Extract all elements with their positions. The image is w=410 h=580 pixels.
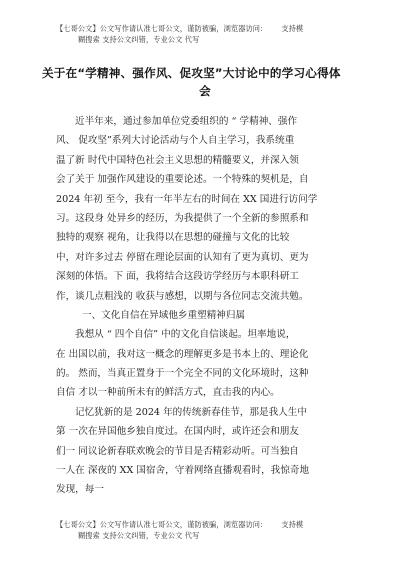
body-text-line: 独特的观察 视角，让我得以在思想的碰撞与文化的比较 [56,232,290,244]
body-text-line: 温了新 时代中国特色社会主义思想的精髓要义，并深入领 [56,154,299,166]
title-line-2: 会 [199,84,211,98]
body-text-line: 作，谈几点粗浅的 收获与感想，以期与各位同志交流共勉。 [56,290,309,302]
body-text-line: 会了关于 加强作风建设的重要论述。一个特殊的契机是，自 [56,174,309,186]
footer-text-a: 【七哥公文】公文写作请认准七哥公文，谨防被骗，浏览器访问： [56,520,268,529]
document-title [42,64,368,100]
body-text-line: 发现，每一 [56,484,104,496]
header-line-1 [56,23,356,34]
body-text-line: 风、 促攻坚”系列大讨论活动与个人自主学习，我系统重 [56,135,295,147]
footer-text-b: 支持模 [281,520,304,529]
body-text-line: 我想从 “ 四个自信” 中的文化自信谈起。坦率地说， [75,329,296,341]
body-text-line: 2024 年初 至今，我有一年半左右的时间在 XX 国进行访问学 [56,193,318,205]
body-text-line: 在 出国以前，我对这一概念的理解更多是书本上的、理论化 [56,348,309,360]
body-text-line: 深刻的体悟。下 面，我将结合这段访学经历与本职科研工 [56,271,299,283]
header-text-a: 【七哥公文】公文写作请认准七哥公文，谨防被骗，浏览器访问： [56,24,268,33]
page-footer [56,519,356,541]
body-text-line: 一人在 深夜的 XX 国宿舍，守着网络直播观看时，我惊奇地 [56,465,310,477]
body-text-line: 的。 然而，当真正置身于一个完全不同的文化环境时，这种 [56,368,309,380]
body-text-line: 们一 同议论新春联欢晚会的节目是否精彩动听。可当独自 [56,445,299,457]
header-text-b: 支持模 [281,24,304,33]
header-line-2: 糊搜索 支持公文纠错，专业公文 代写 [78,35,200,44]
body-text-line: 习。这段身 处异乡的经历，为我提供了一个全新的参照系和 [56,212,309,224]
body-text-line: 自信 才以一种前所未有的鲜活方式，直击我的内心。 [56,387,280,399]
body-text-line: 记忆犹新的是 2024 年的传统新春佳节，那是我人生中 [75,406,307,418]
body-text-line: 中，对许多过去 停留在理论层面的认知有了更为真切、更为 [56,251,309,263]
body-text-line: 第 一次在异国他乡独自度过。在国内时，或许还会和朋友 [56,426,299,438]
section-heading: 一、文化自信在异域他乡重塑精神归属 [82,309,246,321]
title-line-1: 关于在“学精神、强作风、促攻坚”大讨论中的学习心得体 [42,66,341,80]
page-header [56,23,356,45]
body-text-line: 近半年来，通过参加单位党委组织的 “ 学精神、强作 [75,116,298,127]
footer-line-1 [56,519,356,530]
footer-line-2: 糊搜索 支持公文纠错，专业公文 代写 [78,531,200,540]
document-body [56,112,356,500]
